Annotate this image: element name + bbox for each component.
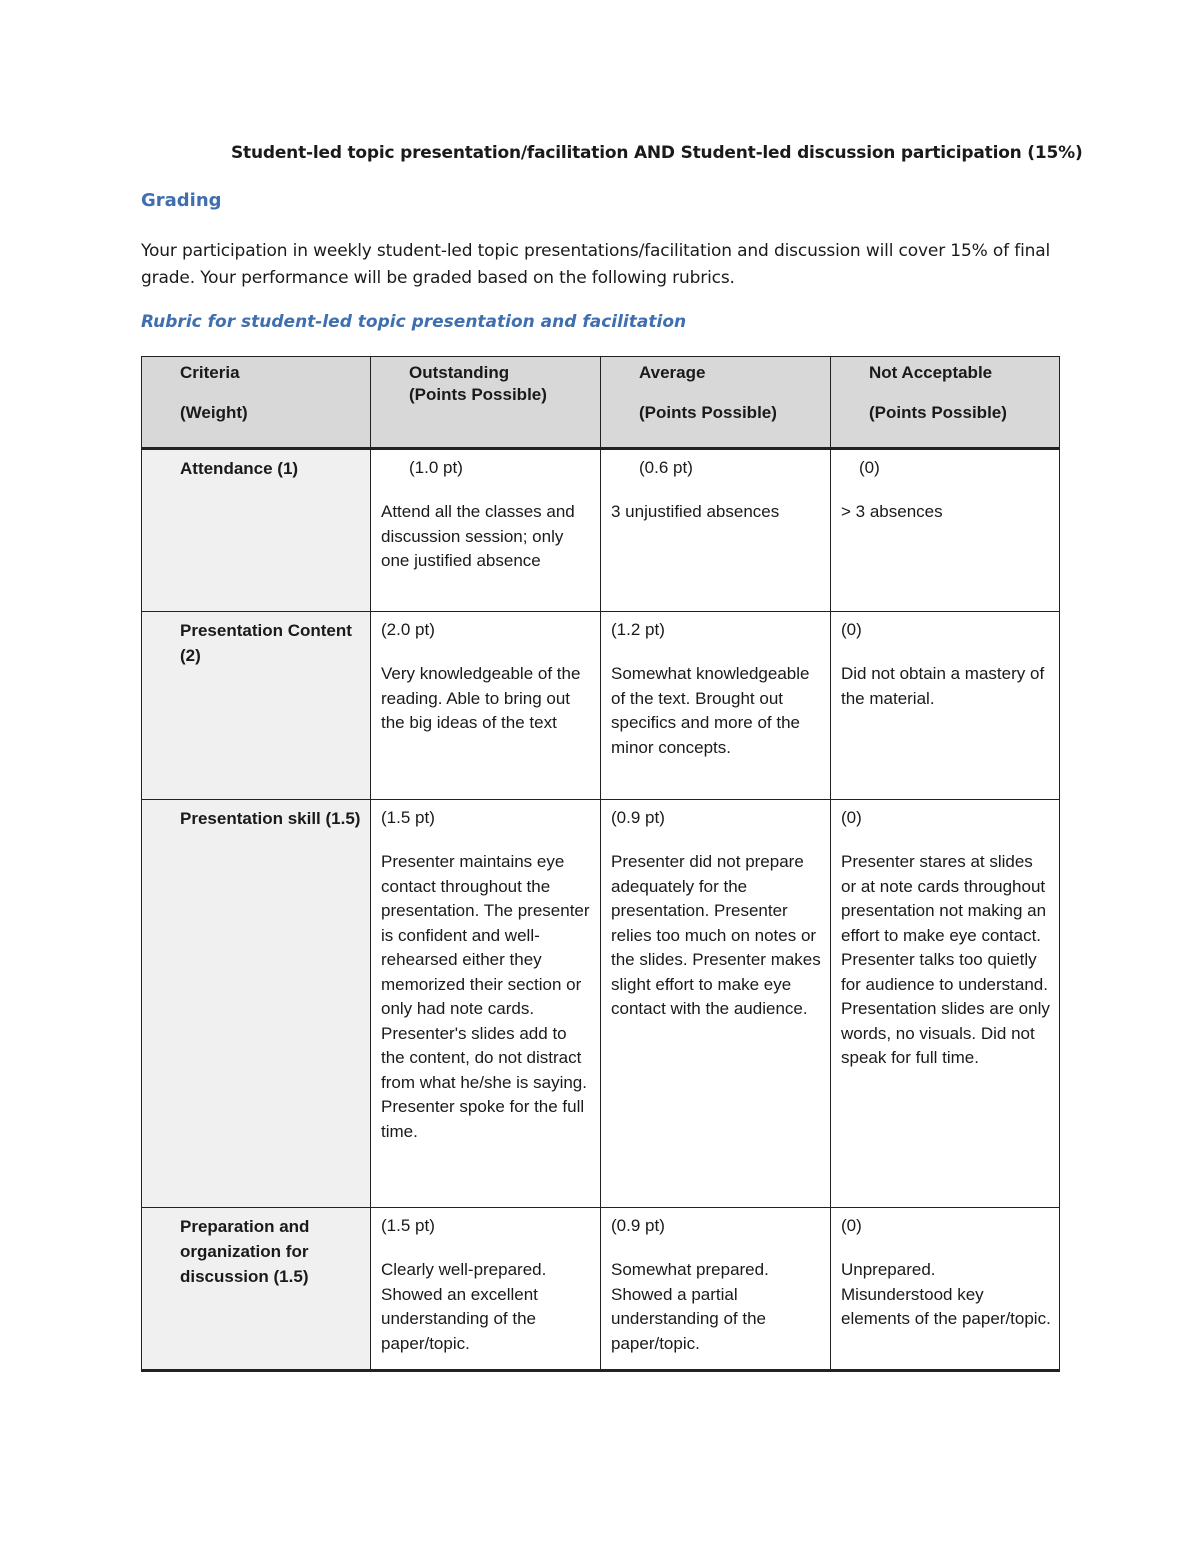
rubric-header-row	[142, 357, 1060, 449]
not-acceptable-cell	[831, 800, 1060, 1208]
rubric-row	[142, 800, 1060, 1208]
average-cell	[601, 800, 831, 1208]
description-text: Did not obtain a mastery of the material.	[841, 664, 1045, 708]
outstanding-cell	[371, 1208, 601, 1371]
points-label: (0)	[859, 458, 880, 477]
description-text: Clearly well-prepared. Showed an excellent understanding of the paper/topic.	[381, 1260, 547, 1353]
description-text: Unprepared. Misunderstood key elements of the paper/topic.	[841, 1260, 1051, 1328]
document-title: Student-led topic presentation/facilitation AND Student-led discussion participation (15%)	[231, 143, 1083, 163]
header-average	[601, 357, 831, 449]
criteria-cell: Presentation Content (2)	[142, 612, 371, 800]
header-not-acceptable	[831, 357, 1060, 449]
not-acceptable-cell	[831, 449, 1060, 612]
grading-heading: Grading	[141, 190, 222, 211]
header-average-sub: (Points Possible)	[639, 403, 777, 422]
rubric-heading: Rubric for student-led topic presentation and facilitation	[141, 312, 687, 332]
criteria-cell: Preparation and organization for discussion (1.5)	[142, 1208, 371, 1371]
description-text: Presenter maintains eye contact throughout the presentation. The presenter is confident and well-rehearsed either they memorized their section or only had note cards. Presenter's slides add to the content, do not distract from what he/she is saying. Presenter spoke for the full time.	[381, 852, 590, 1141]
description-text: Presenter did not prepare adequately for the presentation. Presenter relies too much on notes or the slides. Presenter makes slight effort to make eye contact with the audience.	[611, 852, 821, 1018]
description-text: Very knowledgeable of the reading. Able to bring out the big ideas of the text	[381, 664, 581, 732]
points-label: (0.9 pt)	[611, 808, 665, 827]
average-cell	[601, 612, 831, 800]
points-label: (0.6 pt)	[639, 458, 693, 477]
average-cell	[601, 449, 831, 612]
points-label: (0.9 pt)	[611, 1216, 665, 1235]
header-criteria-sub: (Weight)	[180, 403, 248, 422]
points-label: (0)	[841, 808, 862, 827]
points-label: (0)	[841, 620, 862, 639]
points-label: (2.0 pt)	[381, 620, 435, 639]
points-label: (1.5 pt)	[381, 1216, 435, 1235]
grading-paragraph: Your participation in weekly student-led topic presentations/facilitation and discussion will cover 15% of final grade. Your performance will be graded based on the following rubrics.	[141, 241, 1051, 288]
average-cell	[601, 1208, 831, 1371]
rubric-table	[141, 356, 1060, 1372]
description-text: 3 unjustified absences	[611, 502, 780, 521]
description-text: Somewhat prepared. Showed a partial understanding of the paper/topic.	[611, 1260, 769, 1353]
rubric-row	[142, 1208, 1060, 1371]
description-text: Attend all the classes and discussion session; only one justified absence	[381, 502, 575, 570]
description-text: Somewhat knowledgeable of the text. Brought out specifics and more of the minor concepts.	[611, 664, 810, 757]
points-label: (0)	[841, 1216, 862, 1235]
header-outstanding	[371, 357, 601, 449]
outstanding-cell	[371, 612, 601, 800]
description-text: > 3 absences	[841, 502, 943, 521]
points-label: (1.2 pt)	[611, 620, 665, 639]
points-label: (1.0 pt)	[409, 458, 463, 477]
rubric-row	[142, 612, 1060, 800]
header-not-acceptable-label: Not Acceptable	[869, 363, 993, 382]
rubric-row	[142, 449, 1060, 612]
header-criteria	[142, 357, 371, 449]
description-text: Presenter stares at slides or at note cards throughout presentation not making an effort to make eye contact. Presenter talks too quietly for audience to understand. Presentation slides are only words, no visuals. Did not speak for full time.	[841, 852, 1050, 1067]
criteria-cell: Presentation skill (1.5)	[142, 800, 371, 1208]
header-outstanding-sub: (Points Possible)	[409, 385, 547, 404]
not-acceptable-cell	[831, 1208, 1060, 1371]
outstanding-cell	[371, 800, 601, 1208]
criteria-cell: Attendance (1)	[142, 449, 371, 612]
header-not-acceptable-sub: (Points Possible)	[869, 403, 1007, 422]
header-criteria-label: Criteria	[180, 363, 240, 382]
outstanding-cell	[371, 449, 601, 612]
header-outstanding-label: Outstanding	[409, 363, 510, 382]
header-average-label: Average	[639, 363, 706, 382]
points-label: (1.5 pt)	[381, 808, 435, 827]
not-acceptable-cell	[831, 612, 1060, 800]
